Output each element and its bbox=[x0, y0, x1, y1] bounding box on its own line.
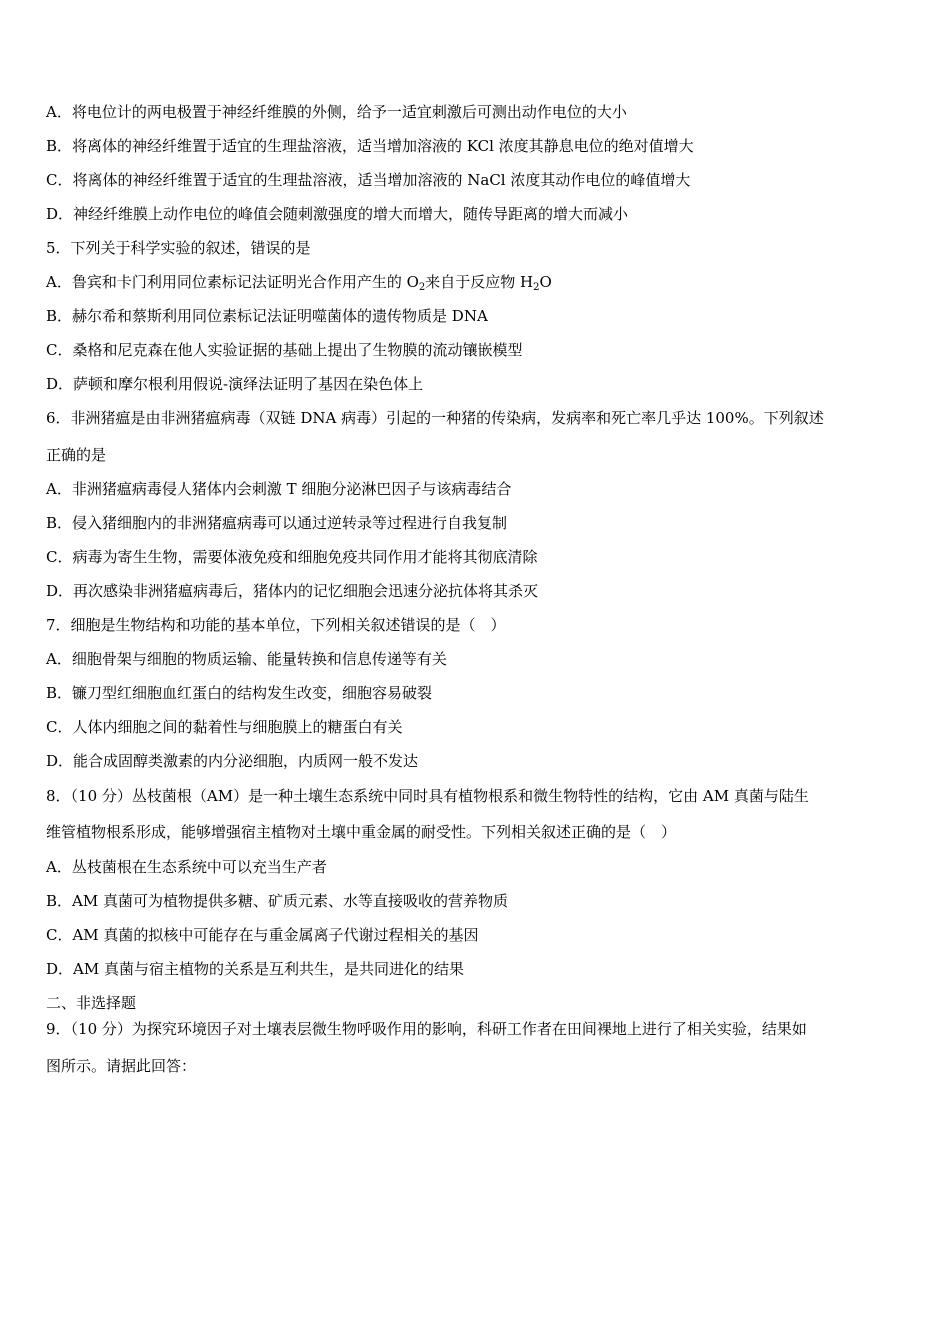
q6-option-b: B．侵入猪细胞内的非洲猪瘟病毒可以通过逆转录等过程进行自我复制 bbox=[46, 514, 508, 532]
q4-option-a: A．将电位计的两电极置于神经纤维膜的外侧，给予一适宜刺激后可测出动作电位的大小 bbox=[46, 103, 627, 121]
q5-a-mid: 来自于反应物 H bbox=[425, 273, 534, 291]
q8-option-c: C．AM 真菌的拟核中可能存在与重金属离子代谢过程相关的基因 bbox=[46, 926, 479, 944]
q5-a-sub1: 2 bbox=[418, 282, 426, 293]
q5-option-a bbox=[46, 272, 902, 292]
q5-a-sub2: 2 bbox=[533, 282, 540, 293]
q7-option-a: A．细胞骨架与细胞的物质运输、能量转换和信息传递等有关 bbox=[46, 650, 447, 668]
q4-option-d: D．神经纤维膜上动作电位的峰值会随刺激强度的增大而增大，随传导距离的增大而减小 bbox=[46, 205, 629, 223]
q7-option-c: C．人体内细胞之间的黏着性与细胞膜上的糖蛋白有关 bbox=[46, 718, 403, 736]
q9-stem-line2: 图所示。请据此回答： bbox=[46, 1057, 197, 1075]
q7-option-d: D．能合成固醇类激素的内分泌细胞，内质网一般不发达 bbox=[46, 752, 419, 770]
q5-stem: 5．下列关于科学实验的叙述，错误的是 bbox=[46, 239, 311, 257]
q8-stem-line1: 8．（10 分）丛枝菌根（AM）是一种土壤生态系统中同时具有植物根系和微生物特性的结构，它由 AM 真菌与陆生 bbox=[46, 787, 809, 805]
q6-stem-line1: 6．非洲猪瘟是由非洲猪瘟病毒（双链 DNA 病毒）引起的一种猪的传染病，发病率和死亡率几乎达 100%。下列叙述 bbox=[46, 409, 824, 427]
q8-option-d: D．AM 真菌与宿主植物的关系是互利共生，是共同进化的结果 bbox=[46, 960, 464, 978]
q6-option-c: C．病毒为寄生生物，需要体液免疫和细胞免疫共同作用才能将其彻底清除 bbox=[46, 548, 538, 566]
q4-option-c: C．将离体的神经纤维置于适宜的生理盐溶液，适当增加溶液的 NaCl 浓度其动作电位的峰值增大 bbox=[46, 171, 691, 189]
q5-option-b: B．赫尔希和蔡斯利用同位素标记法证明噬菌体的遗传物质是 DNA bbox=[46, 307, 488, 325]
q8-stem-line2: 维管植物根系形成，能够增强宿主植物对土壤中重金属的耐受性。下列相关叙述正确的是（ ） bbox=[46, 823, 677, 841]
q7-stem: 7．细胞是生物结构和功能的基本单位，下列相关叙述错误的是（ ） bbox=[46, 616, 506, 634]
q9-stem-line1: 9．（10 分）为探究环境因子对土壤表层微生物呼吸作用的影响，科研工作者在田间裸地上进行了相关实验，结果如 bbox=[46, 1020, 807, 1038]
q4-option-b: B．将离体的神经纤维置于适宜的生理盐溶液，适当增加溶液的 KCl 浓度其静息电位的绝对值增大 bbox=[46, 137, 694, 155]
section-heading-non-choice: 二、非选择题 bbox=[46, 994, 137, 1012]
q6-option-d: D．再次感染非洲猪瘟病毒后，猪体内的记忆细胞会迅速分泌抗体将其杀灭 bbox=[46, 582, 539, 600]
q6-option-a: A．非洲猪瘟病毒侵人猪体内会刺激 T 细胞分泌淋巴因子与该病毒结合 bbox=[46, 480, 512, 498]
q5-a-pre: A．鲁宾和卡门利用同位素标记法证明光合作用产生的 O bbox=[46, 273, 419, 291]
q8-option-a: A．丛枝菌根在生态系统中可以充当生产者 bbox=[46, 858, 327, 876]
q5-a-post: O bbox=[539, 273, 552, 291]
q5-option-d: D．萨顿和摩尔根利用假说-演绎法证明了基因在染色体上 bbox=[46, 375, 424, 393]
q5-option-c: C．桑格和尼克森在他人实验证据的基础上提出了生物膜的流动镶嵌模型 bbox=[46, 341, 523, 359]
q7-option-b: B．镰刀型红细胞血红蛋白的结构发生改变，细胞容易破裂 bbox=[46, 684, 433, 702]
q8-option-b: B．AM 真菌可为植物提供多糖、矿质元素、水等直接吸收的营养物质 bbox=[46, 892, 508, 910]
q6-stem-line2: 正确的是 bbox=[46, 446, 107, 464]
